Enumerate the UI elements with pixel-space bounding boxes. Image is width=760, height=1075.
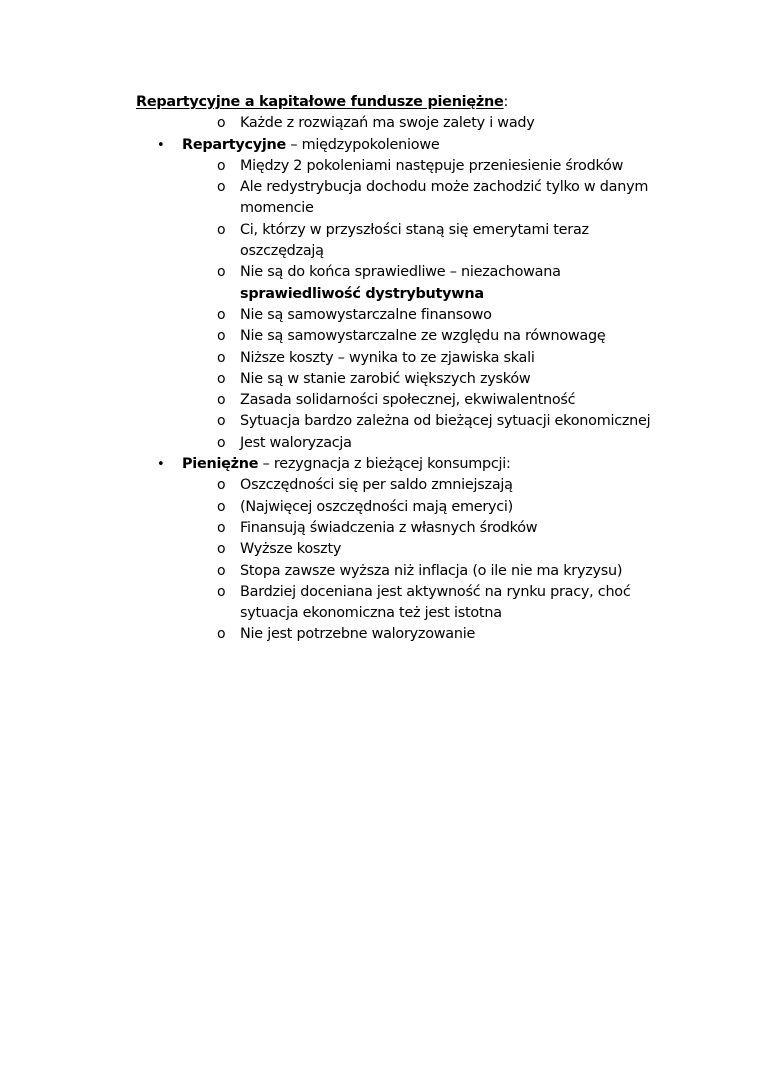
- list-item: [136, 156, 676, 177]
- list-item-text: Nie są w stanie zarobić większych zysków: [240, 370, 531, 387]
- list-item-text: Stopa zawsze wyższa niż inflacja (o ile nie ma kryzysu): [240, 562, 623, 579]
- list-item-text: Finansują świadczenia z własnych środków: [240, 519, 538, 536]
- list-item: [136, 539, 676, 560]
- list-item: [136, 220, 676, 263]
- circle-bullet-icon: o: [217, 306, 226, 323]
- circle-bullet-icon: o: [217, 115, 226, 132]
- list-item: [136, 411, 676, 432]
- list-item: [136, 305, 676, 326]
- circle-bullet-icon: o: [217, 328, 226, 345]
- intro-item-text: Każde z rozwiązań ma swoje zalety i wady: [240, 115, 535, 132]
- circle-bullet-icon: o: [217, 519, 226, 536]
- list-item-text: Sytuacja bardzo zależna od bieżącej sytuacji ekonomicznej: [240, 413, 651, 430]
- list-item-text: Zasada solidarności społecznej, ekwiwalentność: [240, 392, 576, 409]
- section-heading-rest: – rezygnacja z bieżącej konsumpcji:: [258, 456, 511, 473]
- list-item-text: Ale redystrybucja dochodu może zachodzić tylko w danym momencie: [240, 179, 649, 217]
- bullet-icon: •: [157, 457, 165, 473]
- list-item: [136, 475, 676, 496]
- list-item-text: Ci, którzy w przyszłości staną się emerytami teraz oszczędzają: [240, 221, 589, 260]
- bullet-icon: •: [157, 137, 165, 153]
- document-body: [136, 92, 676, 646]
- list-item-text: Wyższe koszty: [240, 541, 342, 558]
- circle-bullet-icon: o: [217, 221, 226, 238]
- circle-bullet-icon: o: [217, 477, 226, 494]
- section-repartycyjne: [136, 135, 676, 156]
- circle-bullet-icon: o: [217, 498, 226, 515]
- circle-bullet-icon: o: [217, 392, 226, 409]
- document-title: [136, 92, 676, 113]
- list-item: [136, 582, 676, 625]
- list-item-text: Bardziej doceniana jest aktywność na rynku pracy, choć sytuacja ekonomiczna też jest istotna: [240, 583, 631, 622]
- list-item: [136, 177, 676, 220]
- list-item: [136, 326, 676, 347]
- section-pieniezne-items: [136, 475, 676, 645]
- section-pieniezne: [136, 454, 676, 475]
- list-item: [136, 624, 676, 645]
- circle-bullet-icon: o: [217, 157, 226, 174]
- circle-bullet-icon: o: [217, 626, 226, 643]
- list-item-text: Nie jest potrzebne waloryzowanie: [240, 626, 476, 643]
- list-item: [136, 390, 676, 411]
- sub-list: [136, 475, 676, 645]
- circle-bullet-icon: o: [217, 434, 226, 451]
- circle-bullet-icon: o: [217, 179, 226, 196]
- list-item: [136, 561, 676, 582]
- list-item: [136, 348, 676, 369]
- circle-bullet-icon: o: [217, 413, 226, 430]
- section-heading: Repartycyjne: [182, 136, 287, 153]
- intro-item: [136, 113, 676, 134]
- section-heading: Pieniężne: [182, 456, 259, 473]
- circle-bullet-icon: o: [217, 370, 226, 387]
- list-item: [136, 497, 676, 518]
- list-item-text: Nie są samowystarczalne finansowo: [240, 306, 492, 323]
- list-item-text: Jest waloryzacja: [240, 434, 352, 451]
- circle-bullet-icon: o: [217, 562, 226, 579]
- list-item: [136, 518, 676, 539]
- title-colon: :: [503, 94, 509, 110]
- title-text: Repartycyjne a kapitałowe fundusze pieniężne: [136, 94, 504, 110]
- list-item-text: Nie są samowystarczalne ze względu na równowagę: [240, 328, 606, 345]
- list-item-text: (Najwięcej oszczędności mają emeryci): [240, 498, 514, 515]
- list-item-text: Między 2 pokoleniami następuje przeniesienie środków: [240, 157, 624, 174]
- circle-bullet-icon: o: [217, 583, 226, 600]
- sub-list: [136, 156, 676, 454]
- section-repartycyjne-items: [136, 156, 676, 454]
- list-item: [136, 433, 676, 454]
- list-item-text: Oszczędności się per saldo zmniejszają: [240, 477, 513, 494]
- list-item-text: Niższe koszty – wynika to ze zjawiska skali: [240, 349, 535, 366]
- list-item: [136, 369, 676, 390]
- circle-bullet-icon: o: [217, 541, 226, 558]
- section-heading-rest: – międzypokoleniowe: [286, 136, 440, 153]
- list-item-bold-text: sprawiedliwość dystrybutywna: [240, 285, 484, 302]
- list-item-text: Nie są do końca sprawiedliwe – niezachowana: [240, 264, 561, 281]
- list-item: [136, 262, 676, 305]
- circle-bullet-icon: o: [217, 349, 226, 366]
- main-list: [136, 135, 676, 646]
- circle-bullet-icon: o: [217, 264, 226, 281]
